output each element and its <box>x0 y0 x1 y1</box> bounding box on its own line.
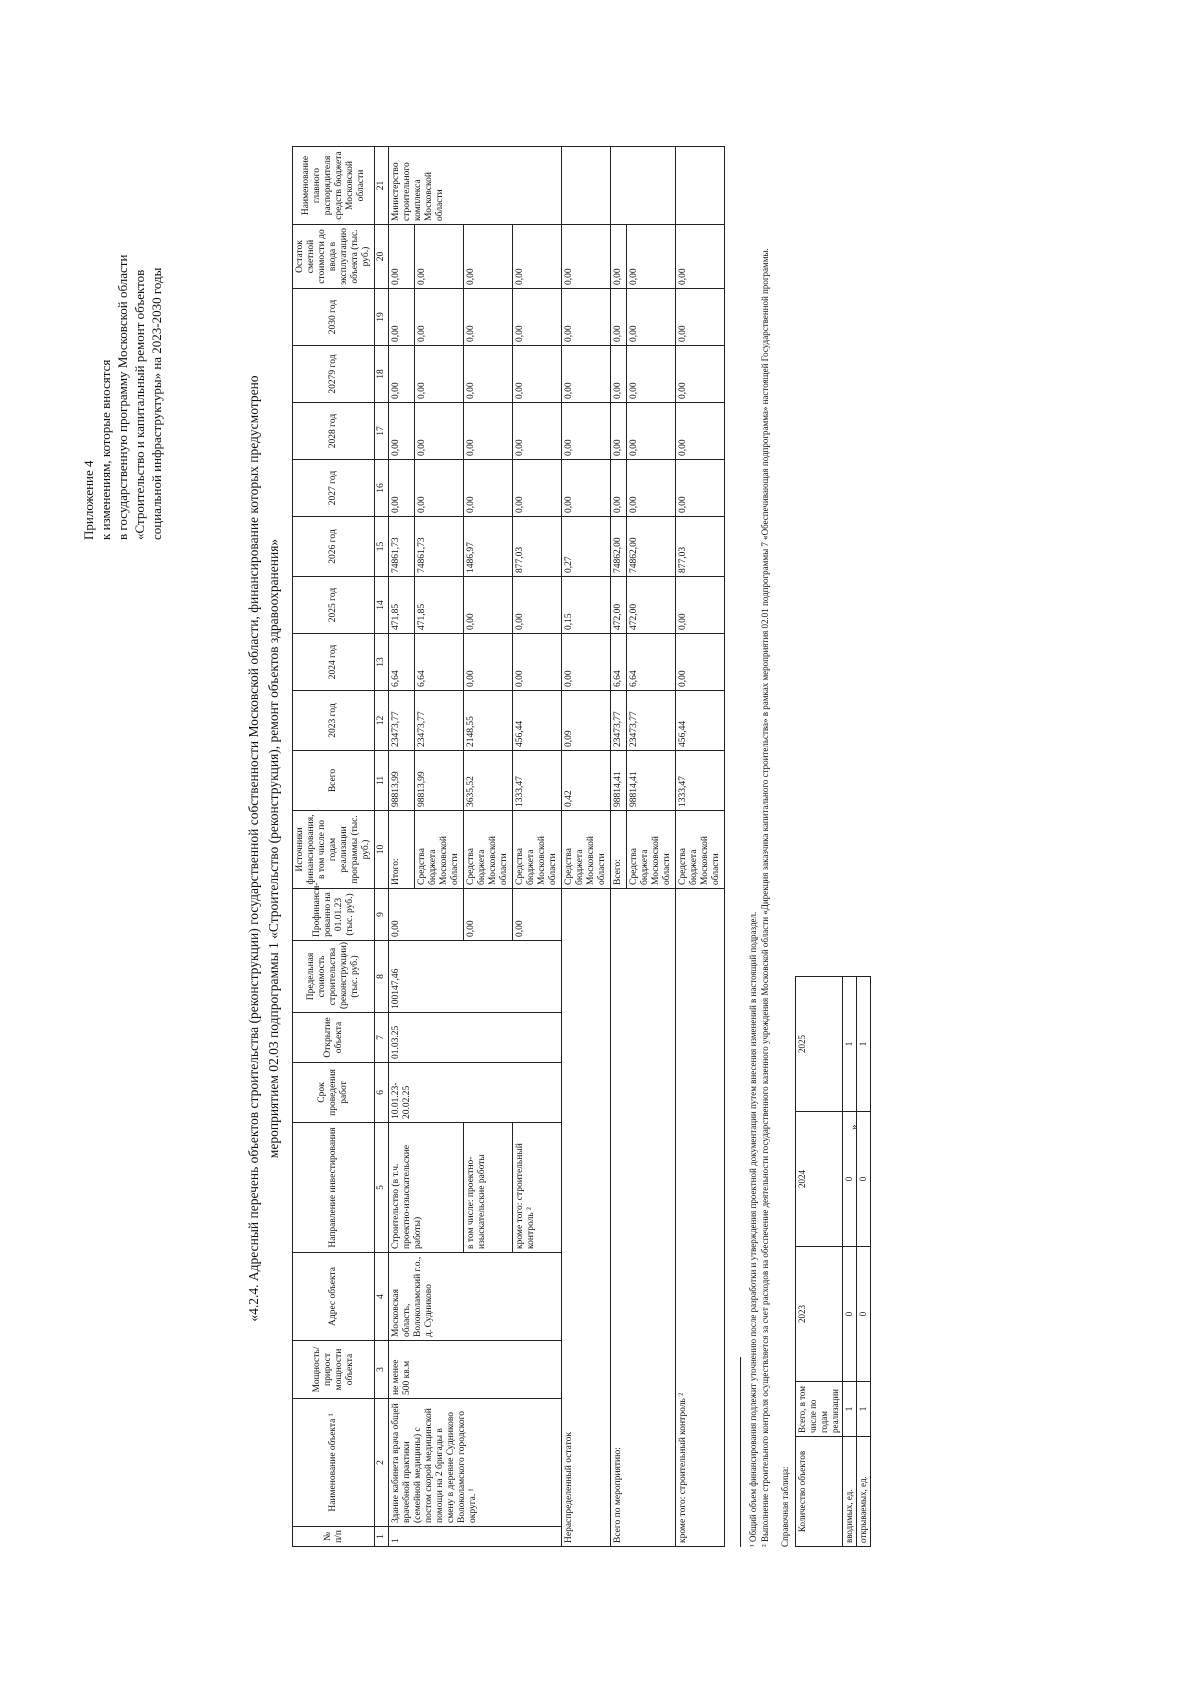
ref-value: 0 <box>857 1112 871 1247</box>
investment-direction: в том числе: проектно-изыскательские работы <box>464 1123 513 1253</box>
header-cell: Направление инвестирования <box>293 1123 375 1253</box>
table-row <box>676 147 725 1547</box>
column-number: 6 <box>375 1063 389 1123</box>
column-number: 11 <box>375 751 389 811</box>
value-cell: 6,64 <box>611 634 627 691</box>
column-number: 13 <box>375 634 389 691</box>
value-cell: 74862,00 <box>611 517 627 577</box>
value-cell: 2148,55 <box>464 691 513 751</box>
value-cell: 0,00 <box>389 225 415 289</box>
value-cell: 472,00 <box>611 577 627 634</box>
ref-row <box>843 977 857 1547</box>
header-cell: Всего <box>293 751 375 811</box>
column-number: 10 <box>375 811 389 889</box>
value-cell: 0,00 <box>562 460 611 517</box>
column-number: 5 <box>375 1123 389 1253</box>
financed-amount: 0,00 <box>464 889 513 941</box>
appendix-header <box>80 120 165 540</box>
header-line: в государственную программу Московской области <box>115 254 130 540</box>
value-cell: 0,00 <box>676 460 725 517</box>
empty-cell <box>676 147 725 225</box>
value-cell: 0,00 <box>611 289 627 346</box>
column-number: 15 <box>375 517 389 577</box>
value-cell: 0,00 <box>676 577 725 634</box>
value-cell: 0,09 <box>562 691 611 751</box>
reference-table-title: Справочная таблица: <box>780 1466 790 1547</box>
value-cell: 0,00 <box>676 225 725 289</box>
ref-row-label: вводимых, ед. <box>843 1437 857 1547</box>
header-row <box>293 147 375 1547</box>
header-cell: 20279 год <box>293 346 375 403</box>
value-cell: 0,00 <box>389 460 415 517</box>
value-cell: 98814,41 <box>611 751 627 811</box>
value-cell: 0,00 <box>513 289 562 346</box>
ref-header-cell: Всего, в том числе по годам реализации <box>796 1382 843 1437</box>
column-number: 16 <box>375 460 389 517</box>
header-cell: Предельная стоимость строительства (реконструкции) (тыс. руб.) <box>293 941 375 1013</box>
ref-value: 0 <box>843 1112 857 1247</box>
opening-date: 01.03.25 <box>389 1013 562 1063</box>
value-cell: 0,00 <box>676 346 725 403</box>
header-cell: Профинанси-рованно на 01.01.23 (тыс. руб.) <box>293 889 375 941</box>
header-line: к изменениям, которые вносятся <box>98 359 113 540</box>
value-cell: 0,00 <box>676 289 725 346</box>
funding-source: Средства бюджета Московской области <box>627 811 676 889</box>
value-cell: 0,00 <box>611 346 627 403</box>
financed-amount: 0,00 <box>513 889 562 941</box>
value-cell: 0,00 <box>464 460 513 517</box>
column-number: 21 <box>375 147 389 225</box>
header-line: Приложение 4 <box>81 460 96 540</box>
ref-value: 1 <box>857 1382 871 1437</box>
column-number: 4 <box>375 1253 389 1341</box>
header-line: «Строительство и капитальный ремонт объектов <box>132 269 147 540</box>
ref-value: 0 <box>843 1247 857 1382</box>
document-title-line1: «4.2.4. Адресный перечень объектов строительства (реконструкции) государственной собственности Московской области, финансирование которых предусмотрено <box>246 375 261 1322</box>
header-cell: 2027 год <box>293 460 375 517</box>
value-cell: 0,00 <box>627 346 676 403</box>
value-cell: 23473,77 <box>389 691 415 751</box>
value-cell: 0,00 <box>389 346 415 403</box>
value-cell: 877,03 <box>676 517 725 577</box>
footnote-divider <box>740 1357 741 1547</box>
value-cell: 6,64 <box>627 634 676 691</box>
object-address: Московская область, Волоколамский г.о., д. Судниково <box>389 1253 562 1341</box>
column-number: 12 <box>375 691 389 751</box>
footnote-2: ² Выполнение строительного контроля осуществляется за счет расходов на обеспечение деятельности государственного казенного учреждения Московской области «Дирекция заказчика капитального строительства» в рамках мероприятия 02.01 подпрограммы 7 «Обеспечивающая подпрограмма» настоящей Государственной программы. <box>760 248 770 1547</box>
value-cell: 472,00 <box>627 577 676 634</box>
value-cell: 0,00 <box>676 634 725 691</box>
column-number: 19 <box>375 289 389 346</box>
value-cell: 0,00 <box>627 225 676 289</box>
document-title-line2: мероприятием 02.03 подпрограммы 1 «Строительство (реконструкция), ремонт объектов здравоохранения» <box>266 538 281 1159</box>
value-cell: 0,00 <box>513 634 562 691</box>
column-number: 1 <box>375 1527 389 1547</box>
cost-limit: 100147,46 <box>389 941 562 1013</box>
header-cell: 2030 год <box>293 289 375 346</box>
header-cell: 2023 год <box>293 691 375 751</box>
column-number: 18 <box>375 346 389 403</box>
value-cell: 0,00 <box>562 634 611 691</box>
ref-value: 1 <box>843 977 857 1112</box>
value-cell: 0,00 <box>562 403 611 460</box>
value-cell: 0,00 <box>676 403 725 460</box>
table-row <box>611 147 627 1547</box>
column-number: 7 <box>375 1013 389 1063</box>
value-cell: 0,00 <box>611 225 627 289</box>
header-cell: 2026 год <box>293 517 375 577</box>
value-cell: 74862,00 <box>627 517 676 577</box>
work-term: 10.01.23-20.02.25 <box>389 1063 562 1123</box>
header-cell: Остаток сметной стоимости до ввода в эксплуатацию объекта (тыс. руб.) <box>293 225 375 289</box>
value-cell: 0,27 <box>562 517 611 577</box>
table-row <box>562 147 611 1547</box>
value-cell: 0,00 <box>562 346 611 403</box>
funding-source: Всего: <box>611 811 627 889</box>
ref-value: 1 <box>843 1382 857 1437</box>
value-cell: 0,00 <box>611 403 627 460</box>
value-cell: 0,00 <box>627 460 676 517</box>
total-label: Всего по мероприятию: <box>611 889 676 1547</box>
header-cell: Срок проведения работ <box>293 1063 375 1123</box>
column-number-row <box>375 147 389 1547</box>
ref-header-cell: 2025 <box>796 977 843 1112</box>
address-list-table <box>292 146 725 1547</box>
value-cell: 0,00 <box>627 289 676 346</box>
value-cell: 6,64 <box>389 634 415 691</box>
main-distributor: Министерство строительного комплекса Московской области <box>389 147 562 225</box>
value-cell: 0,00 <box>415 289 464 346</box>
header-cell: Наименование главного распорядителя средств бюджета Московской области <box>293 147 375 225</box>
value-cell: 0,00 <box>513 346 562 403</box>
table-row <box>389 147 415 1547</box>
ref-row <box>857 977 871 1547</box>
funding-source: Средства бюджета Московской области <box>415 811 464 889</box>
column-number: 9 <box>375 889 389 941</box>
value-cell: 0,42 <box>562 751 611 811</box>
funding-source: Средства бюджета Московской области <box>676 811 725 889</box>
header-cell: Источники финансирования, в том числе по годам реализации программы (тыс. руб.) <box>293 811 375 889</box>
header-cell: Открытие объекта <box>293 1013 375 1063</box>
ref-value: 1 <box>857 977 871 1112</box>
ref-header-cell: 2023 <box>796 1247 843 1382</box>
column-number: 14 <box>375 577 389 634</box>
closing-quote: ». <box>848 1121 860 1130</box>
funding-source: Средства бюджета Московской области <box>464 811 513 889</box>
ref-value: 0 <box>857 1247 871 1382</box>
column-number: 20 <box>375 225 389 289</box>
header-cell: № п/п <box>293 1527 375 1547</box>
value-cell: 98813,99 <box>389 751 415 811</box>
value-cell: 0,00 <box>464 634 513 691</box>
value-cell: 0,00 <box>464 289 513 346</box>
funding-source: Итого: <box>389 811 415 889</box>
value-cell: 74861,73 <box>415 517 464 577</box>
ref-header-cell: Количество объектов <box>796 1437 843 1547</box>
value-cell: 456,44 <box>513 691 562 751</box>
value-cell: 74861,73 <box>389 517 415 577</box>
value-cell: 0,00 <box>415 225 464 289</box>
header-cell: 2025 год <box>293 577 375 634</box>
column-number: 2 <box>375 1399 389 1527</box>
value-cell: 0,00 <box>415 403 464 460</box>
value-cell: 0,00 <box>513 460 562 517</box>
header-cell: 2024 год <box>293 634 375 691</box>
reference-table <box>795 976 871 1547</box>
value-cell: 23473,77 <box>611 691 627 751</box>
value-cell: 0,00 <box>627 403 676 460</box>
funding-source: Средства бюджета Московской области <box>513 811 562 889</box>
object-capacity: не менее 500 кв.м <box>389 1341 562 1399</box>
empty-cell <box>562 147 611 225</box>
value-cell: 0,15 <box>562 577 611 634</box>
value-cell: 0,00 <box>415 460 464 517</box>
value-cell: 0,00 <box>389 289 415 346</box>
value-cell: 456,44 <box>676 691 725 751</box>
value-cell: 0,00 <box>415 346 464 403</box>
header-cell: Мощность/ прирост мощности объекта <box>293 1341 375 1399</box>
funding-source: Средства бюджета Московской области <box>562 811 611 889</box>
value-cell: 0,00 <box>562 225 611 289</box>
value-cell: 1333,47 <box>676 751 725 811</box>
column-number: 17 <box>375 403 389 460</box>
object-number: 1 <box>389 1527 562 1547</box>
value-cell: 471,85 <box>415 577 464 634</box>
ref-header-row <box>796 977 843 1547</box>
value-cell: 98813,99 <box>415 751 464 811</box>
value-cell: 98814,41 <box>627 751 676 811</box>
column-number: 3 <box>375 1341 389 1399</box>
value-cell: 877,03 <box>513 517 562 577</box>
header-cell: 2028 год <box>293 403 375 460</box>
value-cell: 1333,47 <box>513 751 562 811</box>
header-cell: Адрес объекта <box>293 1253 375 1341</box>
value-cell: 0,00 <box>464 403 513 460</box>
ref-header-cell: 2024 <box>796 1112 843 1247</box>
value-cell: 0,00 <box>513 225 562 289</box>
ref-row-label: открываемых, ед. <box>857 1437 871 1547</box>
financed-amount: 0,00 <box>389 889 464 941</box>
value-cell: 0,00 <box>464 346 513 403</box>
value-cell: 1486,97 <box>464 517 513 577</box>
empty-cell <box>611 147 676 225</box>
value-cell: 0,00 <box>562 289 611 346</box>
value-cell: 3635,52 <box>464 751 513 811</box>
value-cell: 0,00 <box>389 403 415 460</box>
footnote-1: ¹ Общий объем финансирования подлежит уточнению после разработки и утверждения проектной документации путем внесения изменений в настоящий подраздел. <box>748 911 758 1547</box>
value-cell: 0,00 <box>513 403 562 460</box>
value-cell: 23473,77 <box>627 691 676 751</box>
value-cell: 0,00 <box>464 225 513 289</box>
value-cell: 0,00 <box>611 460 627 517</box>
value-cell: 6,64 <box>415 634 464 691</box>
column-number: 8 <box>375 941 389 1013</box>
header-cell: Наименование объекта ¹ <box>293 1399 375 1527</box>
value-cell: 0,00 <box>464 577 513 634</box>
undistributed-label: Нераспределенный остаток <box>562 889 611 1547</box>
investment-direction: кроме того: строительный контроль ² <box>513 1123 562 1253</box>
header-line: социальной инфраструктуры» на 2023-2030 годы <box>149 267 164 540</box>
extra-label: кроме того: строительный контроль ² <box>676 889 725 1547</box>
value-cell: 471,85 <box>389 577 415 634</box>
investment-direction: Строительство (в т.ч. проектно-изыскательские работы) <box>389 1123 464 1253</box>
value-cell: 23473,77 <box>415 691 464 751</box>
object-name: Здание кабинета врача общей врачебной практики (семейной медицины) с постом скорой медицинской помощи на 2 бригады в смену в деревне Судниково Волоколамского городского округа. ¹ <box>389 1399 562 1527</box>
value-cell: 0,00 <box>513 577 562 634</box>
